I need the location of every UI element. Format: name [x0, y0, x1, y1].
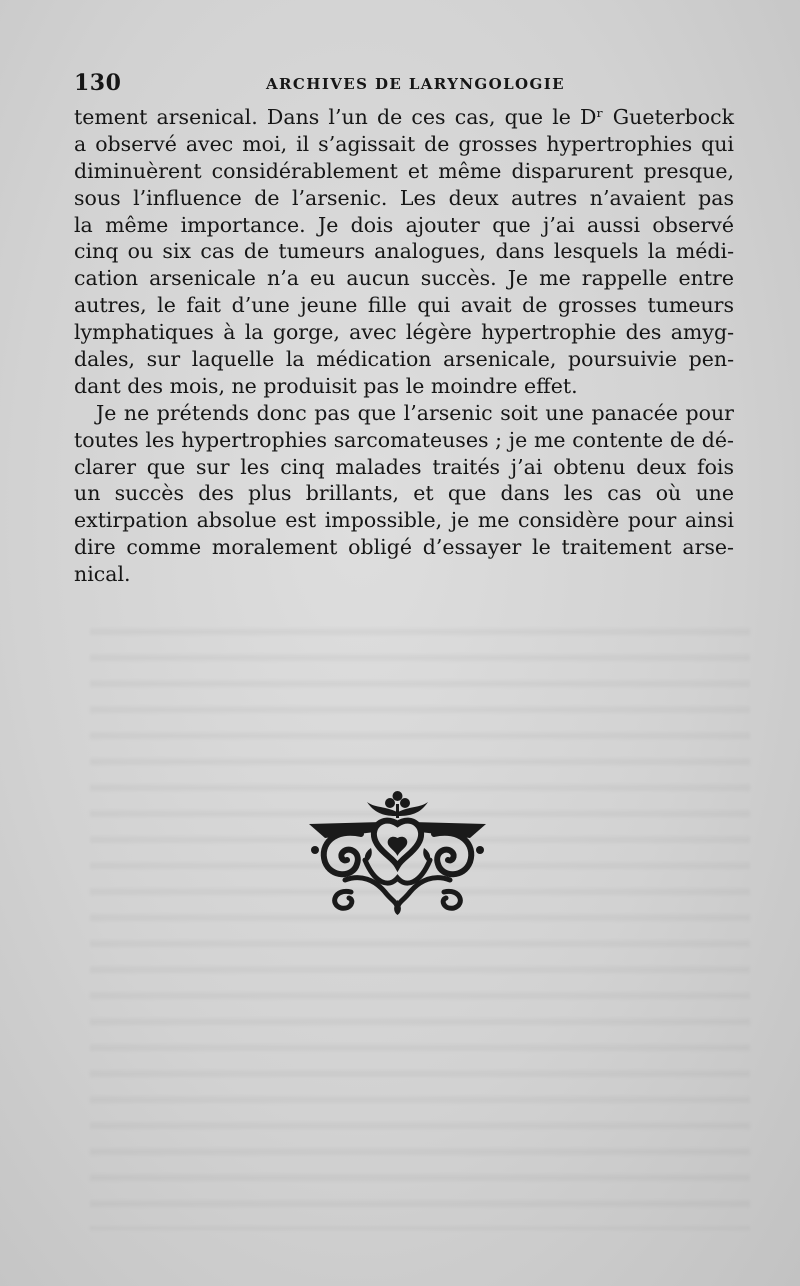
- text-line: a observé avec moi, il s’agissait de grosses hypertrophies qui: [74, 131, 734, 156]
- text-line: nical.: [74, 562, 131, 587]
- text-line: diminuèrent considérablement et même disparurent presque,: [74, 158, 734, 183]
- running-title: ARCHIVES DE LARYNGOLOGIE: [266, 75, 565, 93]
- fleuron-ornament-icon: [305, 788, 490, 916]
- body-text: [74, 104, 734, 588]
- text-line: sous l’influence de l’arsenic. Les deux autres n’avaient pas: [74, 185, 734, 210]
- text-line: extirpation absolue est impossible, je me considère pour ainsi: [74, 508, 734, 533]
- text-line: dire comme moralement obligé d’essayer le traitement arse-: [74, 535, 734, 560]
- text-line: tement arsenical. Dans l’un de ces cas, que le Dʳ Gueterbock: [74, 105, 734, 129]
- text-line: cation arsenicale n’a eu aucun succès. Je me rappelle entre: [74, 266, 734, 291]
- text-line: dant des mois, ne produisit pas le moindre effet.: [74, 373, 578, 398]
- text-line: lymphatiques à la gorge, avec légère hypertrophie des amyg-: [74, 320, 734, 345]
- page-number: 130: [74, 70, 122, 96]
- text-line: autres, le fait d’une jeune fille qui avait de grosses tumeurs: [74, 293, 734, 318]
- text-line: un succès des plus brillants, et que dans les cas où une: [74, 481, 734, 506]
- text-line: cinq ou six cas de tumeurs analogues, dans lesquels la médi-: [74, 239, 734, 264]
- show-through-texture: [90, 610, 750, 1230]
- text-line: toutes les hypertrophies sarcomateuses ; je me contente de dé-: [74, 427, 734, 452]
- text-line: la même importance. Je dois ajouter que j’ai aussi observé: [74, 212, 734, 237]
- text-line: dales, sur laquelle la médication arsenicale, poursuivie pen-: [74, 347, 734, 372]
- text-line: clarer que sur les cinq malades traités j’ai obtenu deux fois: [74, 454, 734, 479]
- page-header: [74, 70, 740, 98]
- text-line: Je ne prétends donc pas que l’arsenic soit une panacée pour: [96, 400, 734, 425]
